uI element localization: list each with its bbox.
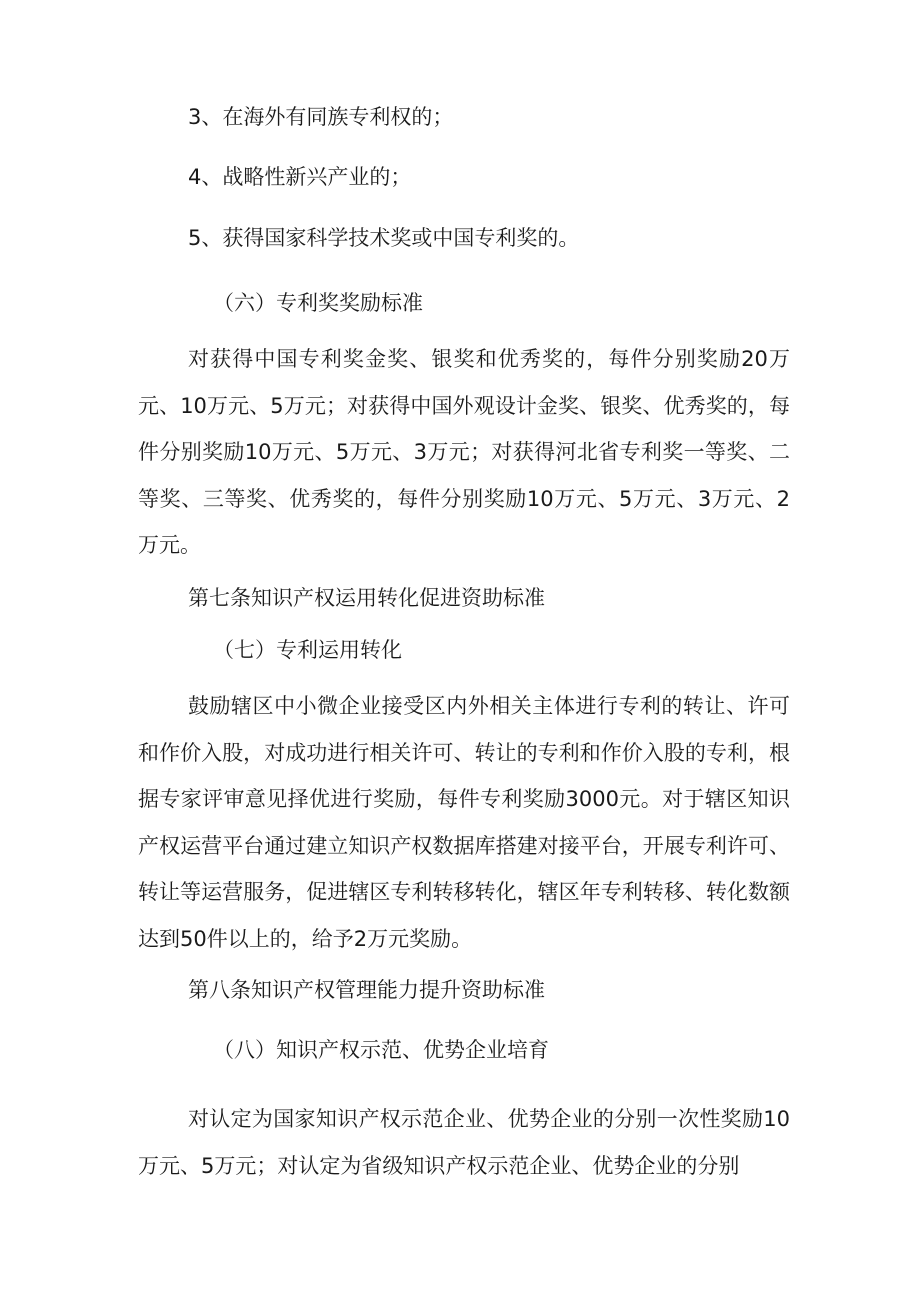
article-8-title: 第八条知识产权管理能力提升资助标准	[188, 978, 545, 1002]
list-item-4: 4、战略性新兴产业的；	[188, 165, 412, 189]
section-6-paragraph: 对获得中国专利奖金奖、银奖和优秀奖的，每件分别奖励20万元、10万元、5万元；对获得中国外观设计金奖、银奖、优秀奖的，每件分别奖励10万元、5万元、3万元；对获得河北省专利奖一等奖、二等奖、三等奖、优秀奖的，每件分别奖励10万元、5万元、3万元、2万元。	[138, 347, 790, 557]
section-6-heading: （六）专利奖奖励标准	[213, 291, 423, 315]
list-item-5: 5、获得国家科学技术奖或中国专利奖的。	[188, 226, 580, 250]
section-7-paragraph: 鼓励辖区中小微企业接受区内外相关主体进行专利的转让、许可和作价入股，对成功进行相关许可、转让的专利和作价入股的专利，根据专家评审意见择优进行奖励，每件专利奖励3000元。对于辖区知识产权运营平台通过建立知识产权数据库搭建对接平台，开展专利许可、转让等运营服务，促进辖区专利转移转化，辖区年专利转移、转化数额达到50件以上的，给予2万元奖励。	[138, 694, 790, 951]
section-7-heading: （七）专利运用转化	[213, 638, 402, 662]
article-7-title: 第七条知识产权运用转化促进资助标准	[188, 586, 545, 610]
section-8-heading: （八）知识产权示范、优势企业培育	[213, 1038, 549, 1062]
list-item-3: 3、在海外有同族专利权的；	[188, 105, 454, 129]
section-8-paragraph: 对认定为国家知识产权示范企业、优势企业的分别一次性奖励10万元、5万元；对认定为省级知识产权示范企业、优势企业的分别	[138, 1107, 790, 1178]
